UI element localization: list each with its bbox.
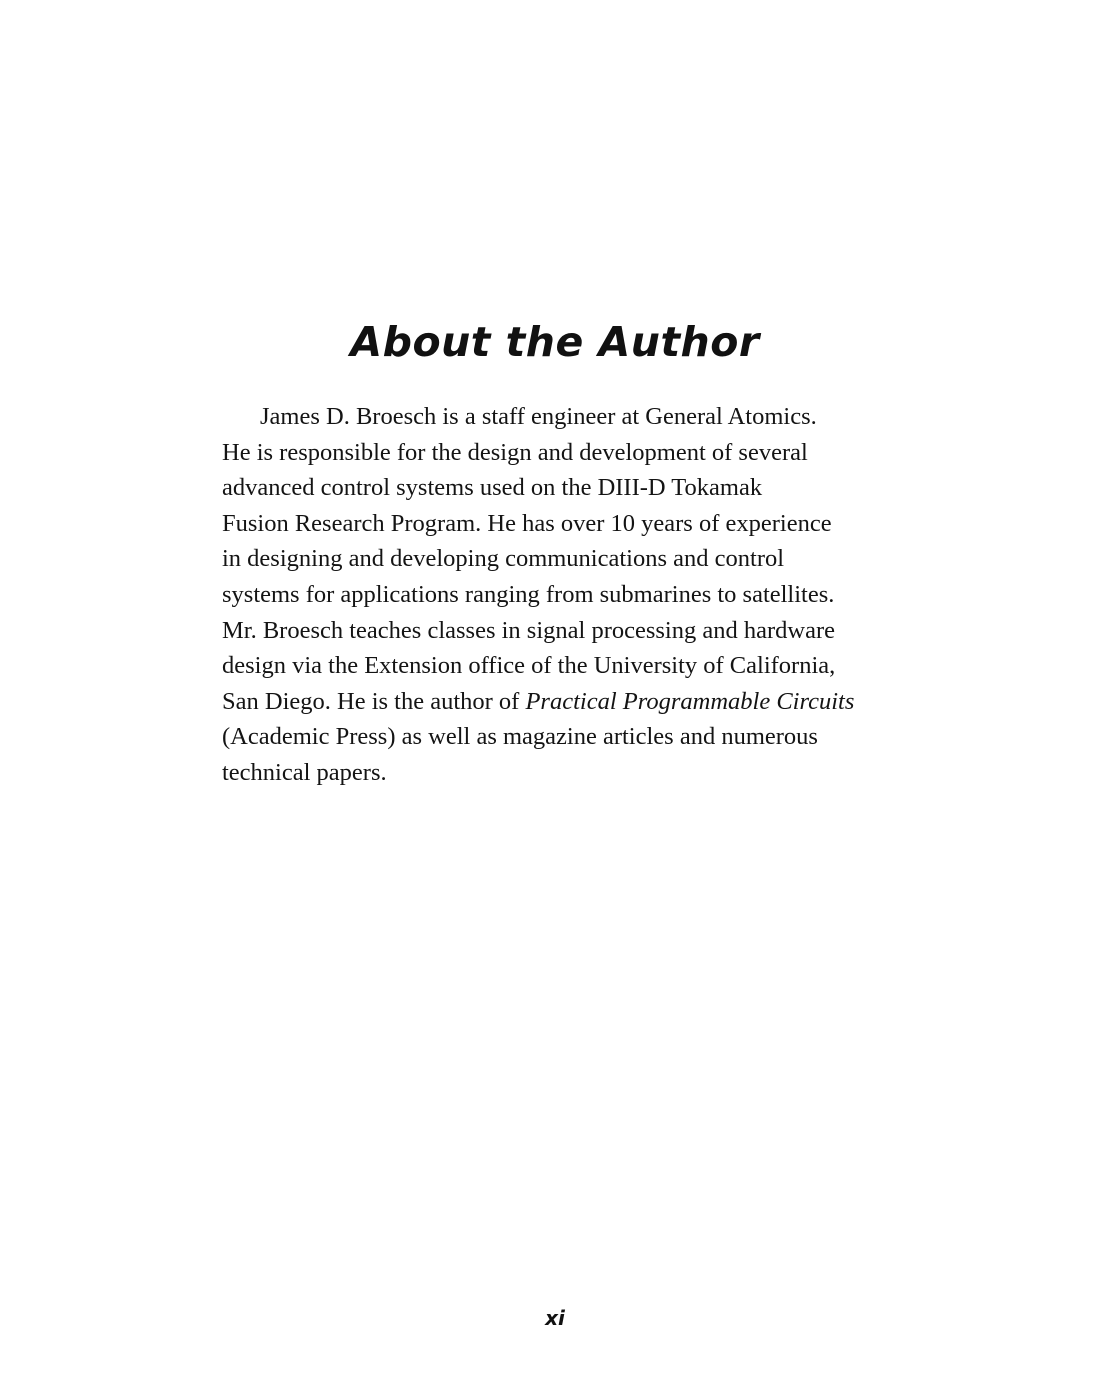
author-bio-paragraph <box>222 399 892 791</box>
bio-line: Fusion Research Program. He has over 10 years of experience <box>222 509 832 537</box>
bio-line: He is responsible for the design and development of several <box>222 438 808 466</box>
bio-text: San Diego. He is the author of <box>222 687 526 715</box>
bio-line: systems for applications ranging from submarines to satellites. <box>222 580 835 608</box>
bio-line: technical papers. <box>222 758 387 786</box>
bio-line <box>222 684 892 720</box>
bio-line: in designing and developing communications and control <box>222 545 785 573</box>
page-title: About the Author <box>350 318 760 366</box>
page-number: xi <box>545 1306 565 1330</box>
bio-line: Mr. Broesch teaches classes in signal processing and hardware <box>222 616 835 644</box>
bio-line: advanced control systems used on the DIII-D Tokamak <box>222 474 763 502</box>
bio-line: design via the Extension office of the University of California, <box>222 652 836 680</box>
bio-line: (Academic Press) as well as magazine articles and numerous <box>222 723 818 751</box>
book-title: Practical Programmable Circuits <box>525 687 855 715</box>
bio-line: James D. Broesch is a staff engineer at General Atomics. <box>260 403 817 430</box>
